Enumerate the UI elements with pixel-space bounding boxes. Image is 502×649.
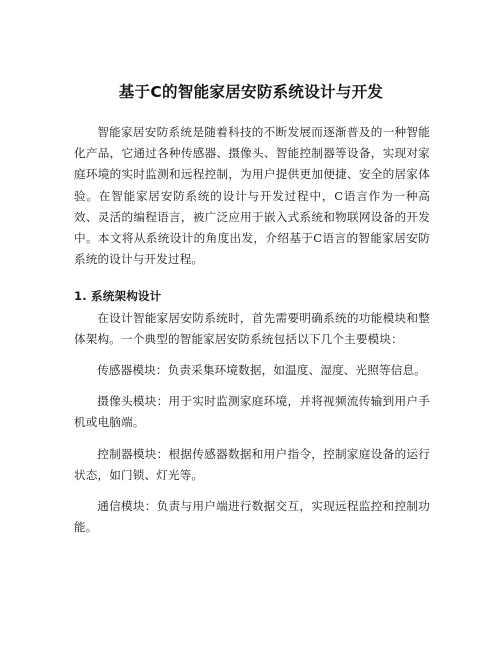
module-camera-paragraph: 摄像头模块：用于实时监测家庭环境，并将视频流传输到用户手机或电脑端。 [74, 394, 430, 430]
section-lead-paragraph: 在设计智能家居安防系统时，首先需要明确系统的功能模块和整体架构。一个典型的智能家居安防系统包括以下几个主要模块： [74, 310, 430, 346]
document-title: 基于C的智能家居安防系统设计与开发 [118, 83, 384, 101]
module-controller-paragraph: 控制器模块：根据传感器数据和用户指令，控制家庭设备的运行状态，如门锁、灯光等。 [74, 446, 430, 482]
module-communication-paragraph: 通信模块：负责与用户端进行数据交互，实现远程监控和控制功能。 [74, 499, 430, 535]
intro-paragraph: 智能家居安防系统是随着科技的不断发展而逐渐普及的一种智能化产品，它通过各种传感器、摄像头、智能控制器等设备，实现对家庭环境的实时监测和远程控制，为用户提供更加便捷、安全的居家体验。在智能家居安防系统的设计与开发过程中，C语言作为一种高效、灵活的编程语言，被广泛应用于嵌入式系统和物联网设备的开发中。本文将从系统设计的角度出发，介绍基于C语言的智能家居安防系统的设计与开发过程。 [74, 125, 430, 267]
document-body [74, 122, 430, 538]
module-sensor-paragraph: 传感器模块：负责采集环境数据，如温度、湿度、光照等信息。 [97, 363, 427, 378]
section-heading-architecture: 1. 系统架构设计 [74, 289, 162, 304]
